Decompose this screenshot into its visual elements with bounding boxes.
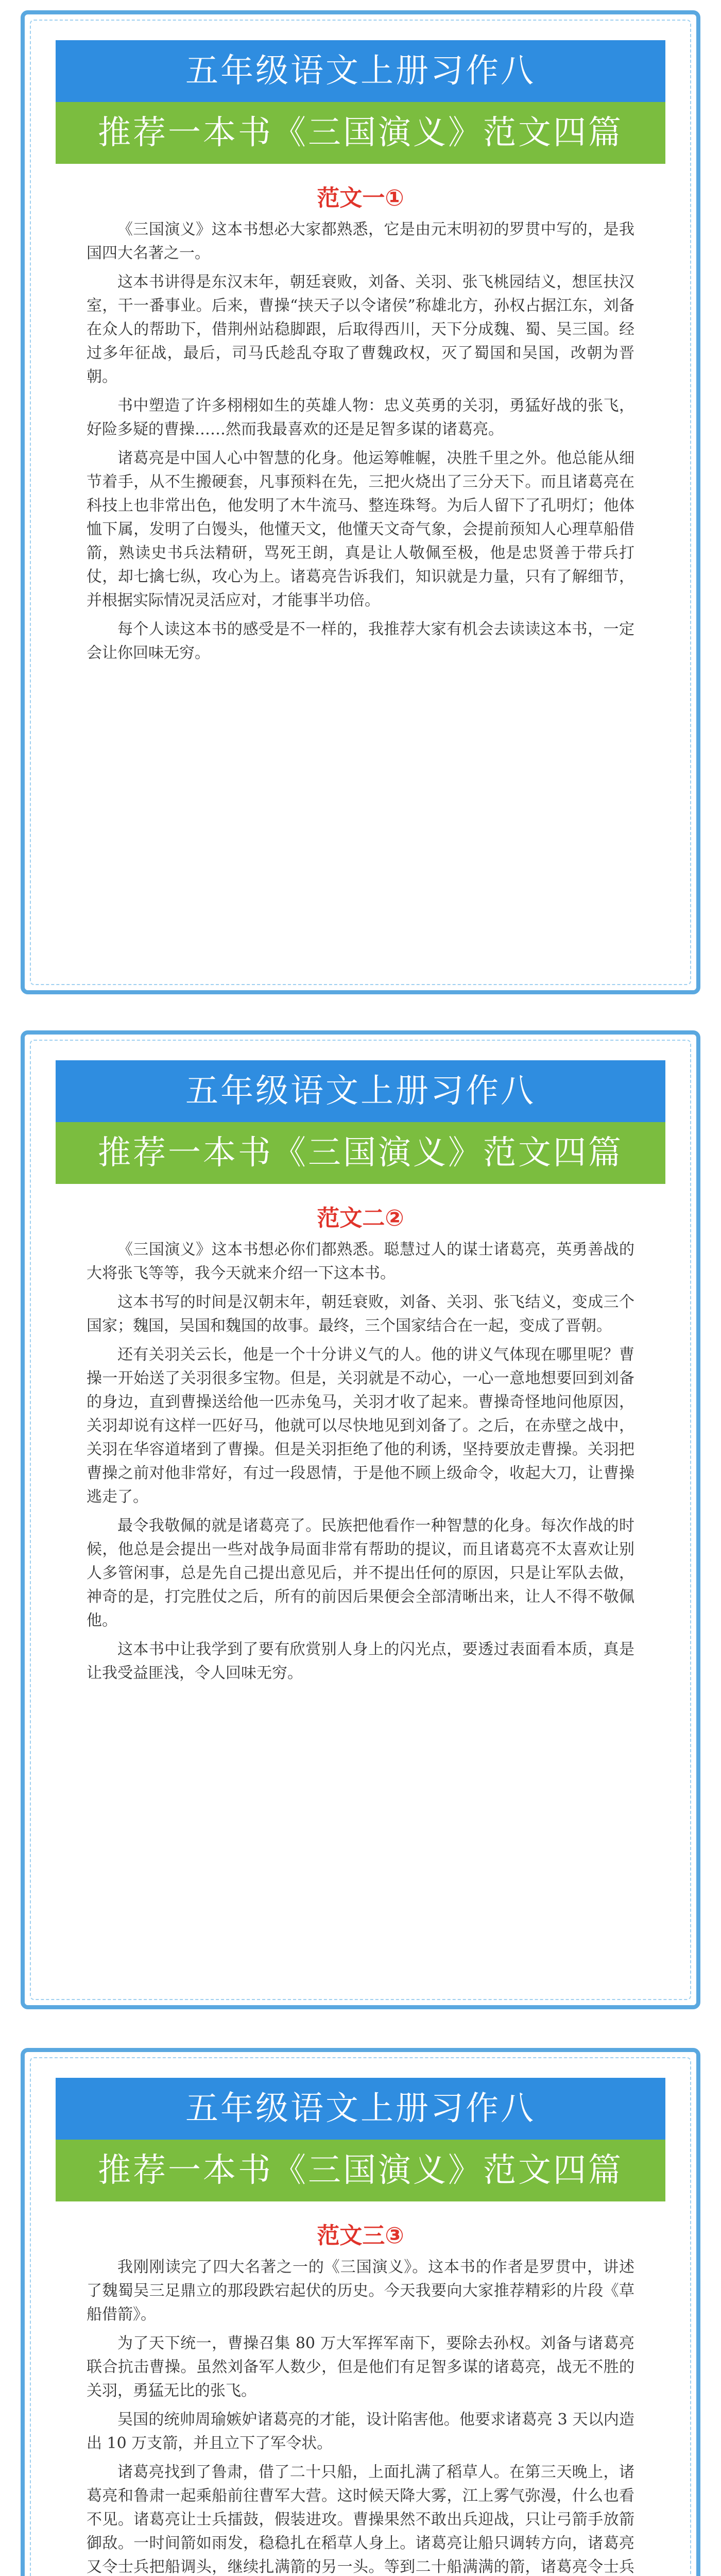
paragraph: 诸葛亮是中国人心中智慧的化身。他运筹帷幄，决胜千里之外。他总能从细节着手，从不生搬硬套，凡事预料在先，三把火烧出了三分天下。而且诸葛亮在科技上也非常出色，他发明了木牛流马、整连珠弩。为后人留下了孔明灯；他体恤下属，发明了白馒头，他懂天文，他懂天文奇气象，会提前预知人心理草船借箭，熟读史书兵法精研，骂死王朗，真是让人敬佩至极，他是忠贤善于带兵打仗，却七擒七纵，攻心为上。诸葛亮告诉我们，知识就是力量，只有了解细节，并根据实际情况灵活应对，才能事半功倍。 xyxy=(87,449,634,609)
article-card-3 xyxy=(21,2048,700,2576)
sample-label: 范文二② xyxy=(317,1205,404,1231)
paragraph: 诸葛亮找到了鲁肃，借了二十只船，上面扎满了稻草人。在第三天晚上，诸葛亮和鲁肃一起乘船前往曹军大营。这时候天降大雾，江上雾气弥漫，什么也看不见。诸葛亮让士兵擂鼓，假装进攻。曹操果然不敢出兵迎战，只让弓箭手放箭御敌。一时间箭如雨发，稳稳扎在稻草人身上。诸葛亮让船只调转方向，诸葛亮又令士兵把船调头，继续扎满箭的另一头。等到二十船满满的箭，诸葛亮令士兵 xyxy=(87,2463,634,2576)
sample-label: 范文一① xyxy=(317,185,404,211)
paragraph: 吴国的统帅周瑜嫉妒诸葛亮的才能，设计陷害他。他要求诸葛亮 3 天以内造出 10 万支箭，并且立下了军令状。 xyxy=(87,2411,634,2452)
paragraph: 这本书中让我学到了要有欣赏别人身上的闪光点，要透过表面看本质，真是让我受益匪浅，令人回味无穷。 xyxy=(87,1640,634,1682)
article-card-1 xyxy=(21,10,700,994)
card-header-title: 五年级语文上册习作八 xyxy=(56,2078,665,2140)
sample-label: 范文三③ xyxy=(317,2223,404,2249)
card-header-subtitle: 推荐一本书《三国演义》范文四篇 xyxy=(56,102,665,164)
paragraph: 还有关羽关云长，他是一个十分讲义气的人。他的讲义气体现在哪里呢？曹操一开始送了关羽很多宝物。但是，关羽就是不动心，一心一意地想要回到刘备的身边，直到曹操送给他一匹赤兔马，关羽才收了起来。曹操奇怪地问他原因，关羽却说有这样一匹好马，他就可以尽快地见到刘备了。之后，在赤壁之战中，关羽在华容道堵到了曹操。但是关羽拒绝了他的利诱，坚持要放走曹操。关羽把曹操之前对他非常好，有过一段恩情，于是他不顾上级命令，收起大刀，让曹操逃走了。 xyxy=(87,1346,634,1506)
paragraph: 这本书讲得是东汉末年，朝廷衰败，刘备、关羽、张飞桃园结义，想匡扶汉室，干一番事业。后来，曹操“挟天子以令诸侯”称雄北方，孙权占据江东，刘备在众人的帮助下，借荆州站稳脚跟，后取得西川，天下分成魏、蜀、吴三国。经过多年征战，最后，司马氏趁乱夺取了曹魏政权，灭了蜀国和吴国，改朝为晋朝。 xyxy=(87,273,634,386)
card-header-title: 五年级语文上册习作八 xyxy=(56,40,665,102)
paragraph: 为了天下统一，曹操召集 80 万大军挥军南下，要除去孙权。刘备与诸葛亮联合抗击曹操。虽然刘备军人数少，但是他们有足智多谋的诸葛亮，战无不胜的关羽，勇猛无比的张飞。 xyxy=(87,2334,634,2400)
article-card-2 xyxy=(21,1030,700,2009)
paragraph: 每个人读这本书的感受是不一样的，我推荐大家有机会去读读这本书，一定会让你回味无穷。 xyxy=(87,620,634,662)
paragraph: 这本书写的时间是汉朝末年，朝廷衰败，刘备、关羽、张飞结义，变成三个国家；魏国，吴国和魏国的故事。最终，三个国家结合在一起，变成了晋朝。 xyxy=(87,1293,634,1335)
paragraph: 《三国演义》这本书想必你们都熟悉。聪慧过人的谋士诸葛亮，英勇善战的大将张飞等等，我今天就来介绍一下这本书。 xyxy=(87,1241,634,1282)
paragraph: 最令我敬佩的就是诸葛亮了。民族把他看作一种智慧的化身。每次作战的时候，他总是会提出一些对战争局面非常有帮助的提议，而且诸葛亮不太喜欢让别人多管闲事，总是先自己提出意见后，并不提出任何的原因，只是让军队去做，神奇的是，打完胜仗之后，所有的前因后果便会全部清晰出来，让人不得不敬佩他。 xyxy=(87,1517,634,1630)
article-body xyxy=(87,1238,634,1690)
card-header-title: 五年级语文上册习作八 xyxy=(56,1060,665,1122)
article-body xyxy=(87,218,634,670)
paragraph: 我刚刚读完了四大名著之一的《三国演义》。这本书的作者是罗贯中，讲述了魏蜀吴三足鼎立的那段跌宕起伏的历史。今天我要向大家推荐精彩的片段《草船借箭》。 xyxy=(87,2258,634,2324)
card-header-subtitle: 推荐一本书《三国演义》范文四篇 xyxy=(56,2140,665,2201)
paragraph: 书中塑造了许多栩栩如生的英雄人物：忠义英勇的关羽，勇猛好战的张飞，好险多疑的曹操……然而我最喜欢的还是足智多谋的诸葛亮。 xyxy=(87,397,634,438)
card-header-subtitle: 推荐一本书《三国演义》范文四篇 xyxy=(56,1122,665,1184)
paragraph: 《三国演义》这本书想必大家都熟悉，它是由元末明初的罗贯中写的，是我国四大名著之一。 xyxy=(87,221,634,262)
article-body xyxy=(87,2256,634,2576)
